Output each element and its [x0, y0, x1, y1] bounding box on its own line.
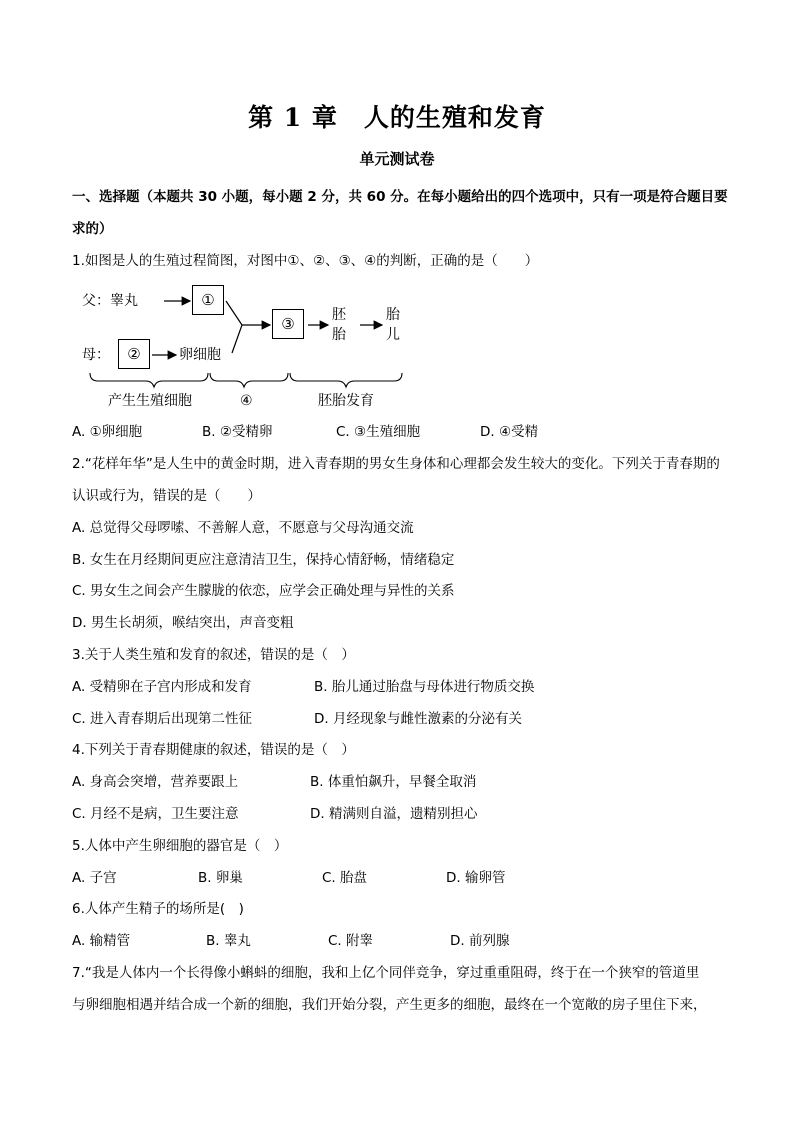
box-1-label: ① [201, 290, 215, 309]
diagram-brace-label-2: ④ [240, 393, 253, 410]
question-5-options [72, 863, 732, 895]
question-3-stem: 3.关于人类生殖和发育的叙述，错误的是（ ） [72, 646, 355, 663]
q1-option-a[interactable]: A. ①卵细胞 [72, 424, 143, 441]
page-subtitle: 单元测试卷 [359, 150, 435, 168]
question-7-line-2: 与卵细胞相遇并结合成一个新的细胞，我们开始分裂，产生更多的细胞，最终在一个宽敞的房子里住下来， [72, 996, 707, 1013]
question-1-stem: 1.如图是人的生殖过程简图，对图中①、②、③、④的判断，正确的是（ ） [72, 252, 539, 269]
q6-option-b[interactable]: B. 睾丸 [206, 933, 251, 950]
q1-option-b[interactable]: B. ②受精卵 [202, 424, 273, 441]
diagram-mother-label: 母： [82, 347, 110, 364]
diagram-box-3 [272, 309, 304, 339]
q5-option-c[interactable]: C. 胎盘 [322, 869, 368, 886]
q1-option-c[interactable]: C. ③生殖细胞 [336, 424, 421, 441]
q6-option-a[interactable]: A. 输精管 [72, 933, 131, 950]
q2-option-a[interactable]: A. 总觉得父母啰嗦、不善解人意，不愿意与父母沟通交流 [72, 519, 414, 536]
q6-option-d[interactable]: D. 前列腺 [450, 933, 510, 950]
question-6-stem: 6.人体产生精子的场所是( ) [72, 901, 244, 918]
reproduction-diagram [80, 281, 480, 411]
question-4-stem: 4.下列关于青春期健康的叙述，错误的是（ ） [72, 742, 355, 759]
diagram-fetus-char-1: 胎 [386, 307, 400, 324]
q6-option-c[interactable]: C. 附睾 [328, 933, 374, 950]
diagram-box-2 [118, 339, 150, 369]
question-5-stem: 5.人体中产生卵细胞的器官是（ ） [72, 837, 288, 854]
q4-option-a[interactable]: A. 身高会突增，营养要跟上 [72, 774, 239, 791]
q4-option-d[interactable]: D. 精满则自溢，遗精别担心 [310, 805, 478, 822]
question-6-options [72, 926, 732, 958]
diagram-father-label: 父：睾丸 [82, 293, 138, 310]
question-3-options-row-2 [72, 704, 732, 736]
q1-option-d[interactable]: D. ④受精 [480, 424, 539, 441]
question-1-options [72, 417, 732, 449]
q2-option-c[interactable]: C. 男女生之间会产生朦胧的依恋，应学会正确处理与异性的关系 [72, 583, 455, 600]
box-3-label: ③ [281, 314, 295, 333]
diagram-embryo-char-2: 胎 [332, 327, 346, 344]
diagram-embryo-char-1: 胚 [332, 307, 346, 324]
question-7-line-1: 7.“我是人体内一个长得像小蝌蚪的细胞，我和上亿个同伴竞争，穿过重重阻碍，终于在一个狭窄的管道里 [72, 964, 700, 981]
diagram-egg-label: 卵细胞 [179, 347, 221, 364]
box-2-label: ② [127, 344, 141, 363]
question-2-stem: 2.“花样年华”是人生中的黄金时期，进入青春期的男女生身体和心理都会发生较大的变化。下列关于青春期的认识或行为，错误的是（ ） [72, 456, 720, 504]
diagram-brace-label-1: 产生生殖细胞 [108, 393, 192, 410]
exam-content [72, 182, 732, 1022]
q5-option-a[interactable]: A. 子宫 [72, 869, 117, 886]
question-3-options-row-1 [72, 672, 732, 704]
q3-option-a[interactable]: A. 受精卵在子宫内形成和发育 [72, 678, 252, 695]
q5-option-d[interactable]: D. 输卵管 [446, 869, 506, 886]
q3-option-c[interactable]: C. 进入青春期后出现第二性征 [72, 710, 253, 727]
q4-option-c[interactable]: C. 月经不是病，卫生要注意 [72, 805, 239, 822]
q4-option-b[interactable]: B. 体重怕飙升，早餐全取消 [310, 774, 477, 791]
q3-option-d[interactable]: D. 月经现象与雌性激素的分泌有关 [314, 710, 522, 727]
q3-option-b[interactable]: B. 胎儿通过胎盘与母体进行物质交换 [314, 678, 535, 695]
question-4-options-row-1 [72, 767, 732, 799]
page-title: 第 1 章 人的生殖和发育 [248, 103, 546, 132]
section-heading: 一、选择题（本题共 30 小题，每小题 2 分，共 60 分。在每小题给出的四个选项中，只有一项是符合题目要求的） [72, 189, 728, 237]
diagram-box-1 [192, 285, 224, 315]
question-4-options-row-2 [72, 799, 732, 831]
diagram-brace-label-3: 胚胎发育 [318, 393, 374, 410]
q2-option-b[interactable]: B. 女生在月经期间更应注意清洁卫生，保持心情舒畅，情绪稳定 [72, 551, 455, 568]
diagram-fetus-char-2: 儿 [386, 327, 400, 344]
q5-option-b[interactable]: B. 卵巢 [198, 869, 243, 886]
q2-option-d[interactable]: D. 男生长胡须，喉结突出，声音变粗 [72, 615, 294, 632]
